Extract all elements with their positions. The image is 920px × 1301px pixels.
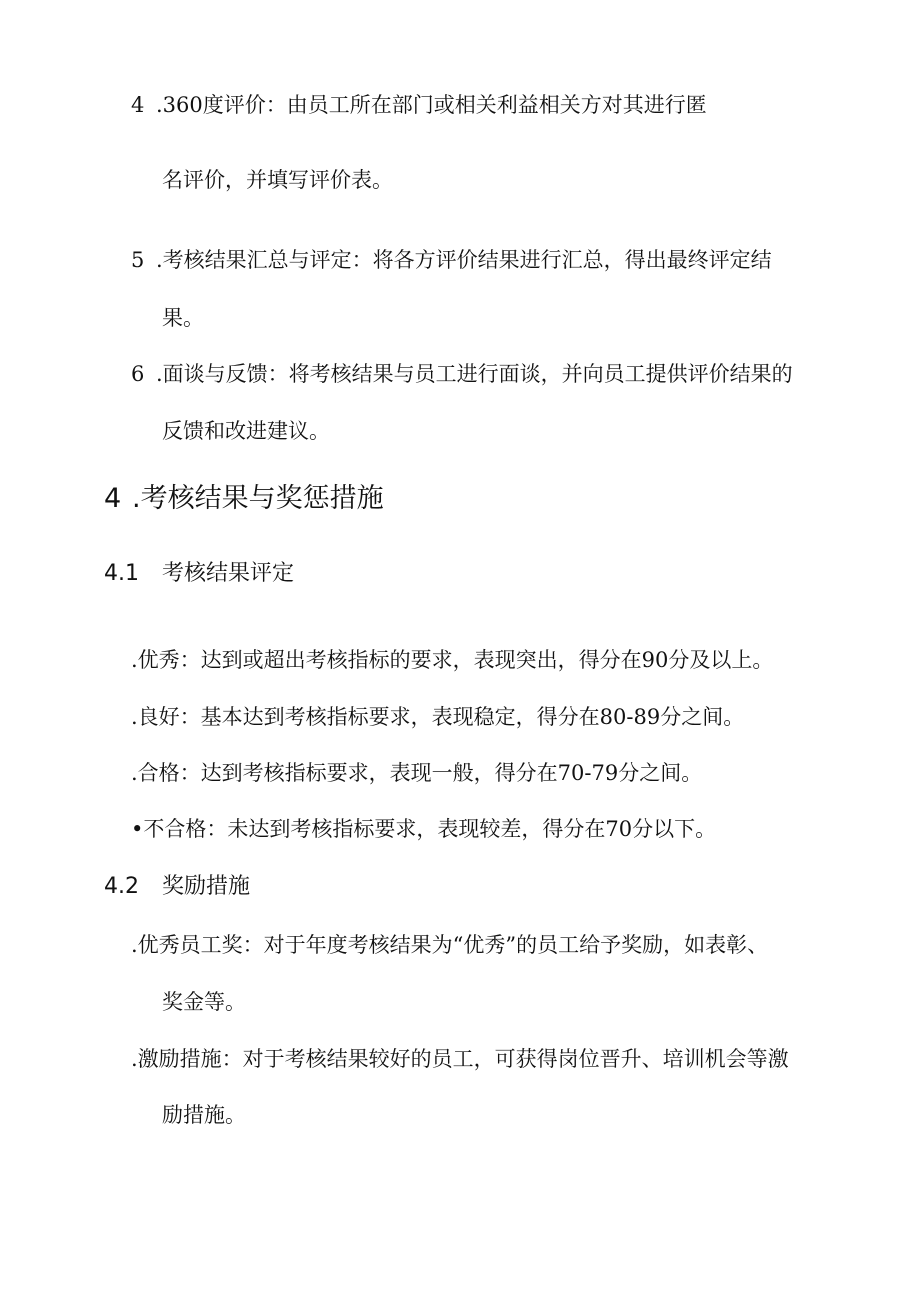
step-4-text: .360度评价：由员工所在部门或相关利益相关方对其进行匿 [156,93,707,117]
award-excellent-line-1: .优秀员工奖：对于年度考核结果为“优秀”的员工给予奖励，如表彰、 [131,933,769,957]
rating-good: .良好：基本达到考核指标要求，表现稳定，得分在80-89分之间。 [131,705,745,729]
section-4-title: .考核结果与奖惩措施 [132,483,384,514]
step-4-line-2: 名评价，并填写评价表。 [162,168,393,192]
section-4-1-title: 考核结果评定 [162,561,295,586]
rating-excellent: .优秀：达到或超出考核指标的要求，表现突出，得分在90分及以上。 [131,648,774,672]
incentive-line-2: 励措施。 [162,1103,246,1127]
award-excellent-line-2: 奖金等。 [162,990,246,1014]
rating-fail: •不合格：未达到考核指标要求，表现较差，得分在70分以下。 [131,817,717,841]
step-6-number: 6 [131,362,145,386]
section-4-heading [104,485,384,512]
incentive-line-1: .激励措施：对于考核结果较好的员工，可获得岗位晋升、培训机会等激 [131,1047,789,1071]
step-6-line-2: 反馈和改进建议。 [162,419,330,443]
section-4-number: 4 [104,483,122,514]
step-5-number: 5 [131,248,145,272]
step-6-line-1 [131,364,793,385]
step-4-line-1 [131,95,707,116]
section-4-2-number: 4.2 [104,874,139,899]
section-4-1-heading [104,563,294,585]
step-5-line-2: 果。 [162,306,204,330]
step-4-number: 4 [131,93,145,117]
step-6-text: .面谈与反馈：将考核结果与员工进行面谈，并向员工提供评价结果的 [156,362,793,386]
section-4-1-number: 4.1 [104,561,139,586]
rating-pass: .合格：达到考核指标要求，表现一般，得分在70-79分之间。 [131,761,703,785]
section-4-2-title: 奖励措施 [162,874,251,899]
step-5-line-1 [131,250,772,271]
section-4-2-heading [104,876,250,898]
step-5-text: .考核结果汇总与评定：将各方评价结果进行汇总，得出最终评定结 [156,248,772,272]
